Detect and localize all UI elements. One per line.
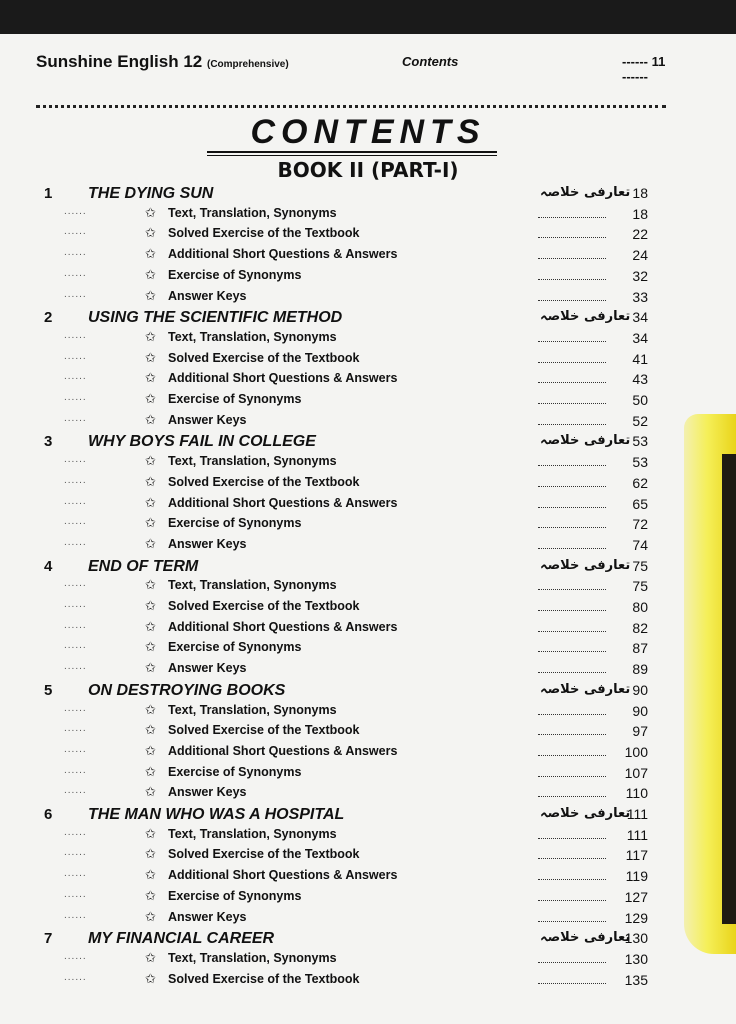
- star-icon: ✩: [145, 453, 156, 469]
- running-header: [36, 52, 666, 84]
- chapter-number: 3: [44, 433, 53, 451]
- book-edition: (Comprehensive): [207, 59, 289, 70]
- chapter-summary-label: تعارفی خلاصہ: [540, 185, 631, 200]
- toc-item-row[interactable]: [0, 496, 736, 516]
- leader-dots: ......: [64, 474, 87, 486]
- star-icon: ✩: [145, 246, 156, 262]
- page-number: ------ 11 ------: [622, 54, 666, 84]
- toc-item-page: 127: [624, 888, 648, 905]
- chapter-row[interactable]: [0, 806, 736, 826]
- toc-item-page: 53: [632, 454, 648, 471]
- toc-item-label: Solved Exercise of the Textbook: [168, 226, 360, 241]
- chapter-number: 2: [44, 309, 53, 327]
- leader-dots: ......: [64, 888, 87, 900]
- chapter-page: 90: [632, 681, 648, 698]
- leader-dots: ......: [64, 226, 87, 238]
- chapter-summary-label: تعارفی خلاصہ: [540, 433, 631, 449]
- toc-item-page: 107: [624, 764, 648, 781]
- star-icon: ✩: [145, 742, 156, 758]
- toc-item-row[interactable]: [0, 640, 736, 660]
- leader-dots: ......: [64, 619, 87, 631]
- chapter-title: WHY BOYS FAIL IN COLLEGE: [88, 433, 316, 451]
- dotted-leader: [538, 475, 606, 487]
- chapter-page: 130: [624, 930, 648, 947]
- toc-item-label: Additional Short Questions & Answers: [168, 495, 398, 510]
- toc-item-label: Exercise of Synonyms: [168, 888, 302, 903]
- toc-item-page: 87: [632, 640, 648, 657]
- toc-item-page: 82: [632, 619, 648, 636]
- toc-item-label: Answer Keys: [168, 288, 247, 303]
- leader-dots: ......: [64, 764, 87, 776]
- dotted-leader: [538, 206, 606, 218]
- toc-item-label: Answer Keys: [168, 412, 247, 427]
- toc-item-row[interactable]: [0, 413, 736, 433]
- leader-dots: ......: [64, 578, 87, 590]
- dotted-leader: [538, 496, 606, 508]
- toc-item-page: 117: [625, 847, 648, 864]
- toc-item-page: 111: [626, 826, 648, 843]
- chapter-summary-label: تعارفی خلاصہ: [540, 681, 631, 697]
- star-icon: ✩: [145, 660, 156, 676]
- star-icon: ✩: [145, 867, 156, 883]
- leader-dots: ......: [64, 971, 87, 983]
- toc-item-label: Text, Translation, Synonyms: [168, 826, 337, 841]
- toc-item-row[interactable]: [0, 206, 736, 226]
- toc-item-row[interactable]: [0, 392, 736, 412]
- toc-item-label: Additional Short Questions & Answers: [168, 247, 398, 262]
- toc-item-label: Answer Keys: [168, 909, 247, 924]
- chapter-summary-label: تعارفی خلاصہ: [540, 309, 631, 325]
- leader-dots: ......: [64, 661, 87, 673]
- dotted-leader: [538, 289, 606, 301]
- toc-item-label: Additional Short Questions & Answers: [168, 371, 398, 386]
- leader-dots: ......: [64, 723, 87, 735]
- chapter-title: ON DESTROYING BOOKS: [88, 681, 286, 699]
- chapter-row[interactable]: [0, 682, 736, 702]
- star-icon: ✩: [145, 701, 156, 717]
- toc-item-label: Solved Exercise of the Textbook: [168, 599, 360, 613]
- leader-dots: ......: [64, 329, 87, 341]
- dotted-leader: [538, 723, 606, 735]
- star-icon: ✩: [145, 349, 156, 365]
- chapter-row[interactable]: [0, 558, 736, 578]
- leader-dots: ......: [64, 743, 87, 755]
- toc-item-label: Additional Short Questions & Answers: [168, 743, 398, 758]
- toc-item-label: Additional Short Questions & Answers: [168, 619, 398, 634]
- toc-item-label: Text, Translation, Synonyms: [168, 454, 337, 469]
- toc-item-row[interactable]: [0, 289, 736, 309]
- leader-dots: ......: [64, 599, 87, 610]
- dotted-leader: [538, 413, 606, 425]
- toc-item-row[interactable]: [0, 330, 736, 350]
- star-icon: ✩: [145, 908, 156, 924]
- dotted-leader: [538, 351, 606, 363]
- toc-item-row[interactable]: [0, 889, 736, 909]
- toc-item-page: 72: [632, 516, 648, 533]
- dotted-leader: [538, 454, 606, 466]
- dotted-leader: [538, 868, 606, 880]
- toc-item-page: 34: [632, 329, 648, 346]
- toc-item-label: Answer Keys: [168, 785, 247, 800]
- toc-item-label: Exercise of Synonyms: [168, 267, 302, 282]
- dotted-leader: [538, 537, 606, 549]
- toc-item-row[interactable]: [0, 765, 736, 785]
- dotted-leader: [538, 827, 606, 839]
- chapter-title: END OF TERM: [88, 557, 199, 575]
- dotted-leader: [538, 268, 606, 280]
- toc-item-row[interactable]: [0, 620, 736, 640]
- toc-item-page: 52: [632, 412, 648, 429]
- leader-dots: ......: [64, 950, 87, 962]
- toc-item-row[interactable]: [0, 847, 736, 867]
- chapter-summary-label: تعارفی خلاصہ: [540, 806, 631, 821]
- leader-dots: ......: [64, 247, 87, 259]
- leader-dots: ......: [64, 702, 87, 714]
- leader-dots: ......: [64, 640, 87, 652]
- chapter-number: 6: [44, 806, 53, 823]
- toc-item-page: 50: [632, 392, 648, 408]
- leader-dots: ......: [64, 267, 87, 279]
- dotted-leader: [538, 661, 606, 673]
- dotted-leader: [538, 226, 606, 238]
- star-icon: ✩: [145, 391, 156, 406]
- star-icon: ✩: [145, 204, 156, 220]
- toc-item-label: Solved Exercise of the Textbook: [168, 971, 360, 986]
- toc-item-label: Solved Exercise of the Textbook: [168, 847, 360, 862]
- toc-item-row[interactable]: [0, 599, 736, 619]
- leader-dots: ......: [64, 847, 87, 859]
- star-icon: ✩: [145, 949, 156, 965]
- chapter-summary-label: تعارفی خلاصہ: [540, 930, 631, 946]
- toc-item-label: Answer Keys: [168, 661, 247, 676]
- toc-item-page: 119: [625, 868, 648, 885]
- chapter-row[interactable]: [0, 930, 736, 950]
- toc-item-row[interactable]: [0, 868, 736, 888]
- chapter-number: 1: [44, 185, 53, 202]
- chapter-number: 7: [44, 930, 53, 948]
- dotted-leader: [538, 703, 606, 715]
- leader-dots: ......: [64, 826, 87, 838]
- toc-item-row[interactable]: [0, 785, 736, 805]
- dotted-leader: [538, 578, 606, 590]
- star-icon: ✩: [145, 411, 156, 427]
- toc-item-page: 129: [624, 909, 648, 926]
- chapter-title: USING THE SCIENTIFIC METHOD: [88, 309, 343, 327]
- toc-item-page: 65: [632, 495, 648, 512]
- leader-dots: ......: [64, 350, 87, 362]
- chapter-row[interactable]: [0, 433, 736, 453]
- toc-item-row[interactable]: [0, 351, 736, 371]
- toc-item-label: Exercise of Synonyms: [168, 392, 302, 406]
- star-icon: ✩: [145, 970, 156, 986]
- star-icon: ✩: [145, 846, 156, 862]
- section-name: Contents: [402, 54, 459, 69]
- dotted-leader: [538, 972, 606, 984]
- dotted-leader: [538, 599, 606, 611]
- leader-dots: ......: [64, 288, 87, 300]
- page-title: CONTENTS: [250, 113, 486, 151]
- dotted-leader: [538, 951, 606, 963]
- toc-item-row[interactable]: [0, 247, 736, 267]
- star-icon: ✩: [145, 825, 156, 841]
- toc-item-row[interactable]: [0, 268, 736, 288]
- chapter-row[interactable]: [0, 185, 736, 205]
- dotted-leader: [538, 247, 606, 259]
- toc-item-label: Solved Exercise of the Textbook: [168, 474, 360, 489]
- dotted-leader: [538, 785, 606, 797]
- star-icon: ✩: [145, 370, 156, 386]
- toc-item-page: 100: [624, 743, 648, 760]
- header-dotted-rule: [36, 105, 666, 112]
- toc-item-page: 135: [624, 971, 648, 988]
- toc-item-page: 74: [632, 536, 648, 553]
- toc-item-row[interactable]: [0, 226, 736, 246]
- leader-dots: ......: [64, 371, 87, 383]
- toc-item-label: Exercise of Synonyms: [168, 640, 302, 655]
- star-icon: ✩: [145, 266, 156, 282]
- dotted-leader: [538, 640, 606, 652]
- toc-item-label: Solved Exercise of the Textbook: [168, 350, 360, 365]
- toc-item-label: Text, Translation, Synonyms: [168, 578, 337, 593]
- page-subtitle: BOOK II (PART-I): [277, 158, 459, 182]
- toc-item-row[interactable]: [0, 661, 736, 681]
- toc-item-page: 24: [632, 247, 648, 264]
- dotted-leader: [538, 765, 606, 777]
- toc-item-label: Exercise of Synonyms: [168, 516, 302, 531]
- star-icon: ✩: [145, 598, 156, 613]
- dotted-leader: [538, 516, 606, 528]
- leader-dots: ......: [64, 516, 87, 528]
- toc-item-page: 18: [632, 205, 648, 222]
- leader-dots: ......: [64, 205, 87, 217]
- leader-dots: ......: [64, 785, 87, 797]
- star-icon: ✩: [145, 287, 156, 303]
- toc-item-row[interactable]: [0, 972, 736, 992]
- dotted-leader: [538, 910, 606, 922]
- toc-item-label: Text, Translation, Synonyms: [168, 950, 337, 965]
- toc-item-row[interactable]: [0, 910, 736, 930]
- star-icon: ✩: [145, 535, 156, 551]
- toc-item-row[interactable]: [0, 827, 736, 847]
- chapter-page: 18: [632, 185, 648, 201]
- toc-item-page: 97: [632, 723, 648, 740]
- toc-item-page: 33: [632, 288, 648, 305]
- star-icon: ✩: [145, 494, 156, 510]
- toc-item-page: 22: [632, 226, 648, 243]
- toc-item-page: 130: [624, 950, 648, 967]
- toc-item-page: 62: [632, 474, 648, 491]
- toc-item-label: Text, Translation, Synonyms: [168, 329, 337, 344]
- toc-item-label: Text, Translation, Synonyms: [168, 702, 337, 717]
- chapter-title: THE MAN WHO WAS A HOSPITAL: [88, 806, 345, 823]
- toc-item-label: Solved Exercise of the Textbook: [168, 723, 360, 738]
- toc-item-row[interactable]: [0, 516, 736, 536]
- toc-item-page: 41: [632, 350, 648, 367]
- star-icon: ✩: [145, 784, 156, 800]
- chapter-number: 4: [44, 557, 53, 575]
- dotted-leader: [538, 392, 606, 404]
- star-icon: ✩: [145, 639, 156, 655]
- star-icon: ✩: [145, 225, 156, 241]
- toc-item-label: Text, Translation, Synonyms: [168, 205, 337, 220]
- toc-item-row[interactable]: [0, 371, 736, 391]
- chapter-row[interactable]: [0, 309, 736, 329]
- star-icon: ✩: [145, 515, 156, 531]
- toc-item-row[interactable]: [0, 703, 736, 723]
- toc-item-label: Exercise of Synonyms: [168, 764, 302, 779]
- toc-item-label: Additional Short Questions & Answers: [168, 868, 398, 883]
- toc-item-page: 32: [632, 267, 648, 284]
- star-icon: ✩: [145, 328, 156, 344]
- leader-dots: ......: [64, 868, 87, 880]
- chapter-page: 75: [632, 557, 648, 574]
- leader-dots: ......: [64, 909, 87, 921]
- chapter-summary-label: تعارفی خلاصہ: [540, 557, 631, 573]
- book-title: [36, 52, 289, 72]
- leader-dots: ......: [64, 495, 87, 507]
- leader-dots: ......: [64, 412, 87, 424]
- star-icon: ✩: [145, 618, 156, 634]
- toc-item-row[interactable]: [0, 578, 736, 598]
- star-icon: ✩: [145, 473, 156, 489]
- toc-item-row[interactable]: [0, 537, 736, 557]
- dotted-leader: [538, 889, 606, 901]
- toc-item-page: 43: [632, 371, 648, 388]
- leader-dots: ......: [64, 454, 87, 466]
- toc-item-row[interactable]: [0, 744, 736, 764]
- toc-item-row[interactable]: [0, 475, 736, 495]
- toc-item-page: 80: [632, 599, 648, 615]
- chapter-title: MY FINANCIAL CAREER: [88, 930, 275, 948]
- star-icon: ✩: [145, 763, 156, 779]
- toc-item-page: 90: [632, 702, 648, 719]
- book-name: Sunshine English 12: [36, 52, 203, 71]
- dotted-leader: [538, 744, 606, 756]
- chapter-page: 53: [632, 433, 648, 450]
- chapter-title: THE DYING SUN: [88, 185, 214, 202]
- toc-item-label: Answer Keys: [168, 536, 247, 551]
- title-underline: [207, 151, 497, 153]
- toc-item-page: 89: [632, 661, 648, 678]
- dotted-leader: [538, 620, 606, 632]
- toc-item-row[interactable]: [0, 454, 736, 474]
- dotted-leader: [538, 371, 606, 383]
- star-icon: ✩: [145, 887, 156, 903]
- dotted-leader: [538, 330, 606, 342]
- star-icon: ✩: [145, 577, 156, 593]
- toc-item-row[interactable]: [0, 723, 736, 743]
- chapter-page: 111: [626, 806, 648, 822]
- title-underline-thin: [207, 155, 497, 156]
- dotted-leader: [538, 847, 606, 859]
- toc-item-row[interactable]: [0, 951, 736, 971]
- leader-dots: ......: [64, 536, 87, 548]
- leader-dots: ......: [64, 392, 87, 403]
- chapter-page: 34: [632, 309, 648, 326]
- toc-item-page: 75: [632, 578, 648, 595]
- star-icon: ✩: [145, 722, 156, 738]
- chapter-number: 5: [44, 681, 53, 699]
- toc-item-page: 110: [625, 785, 648, 802]
